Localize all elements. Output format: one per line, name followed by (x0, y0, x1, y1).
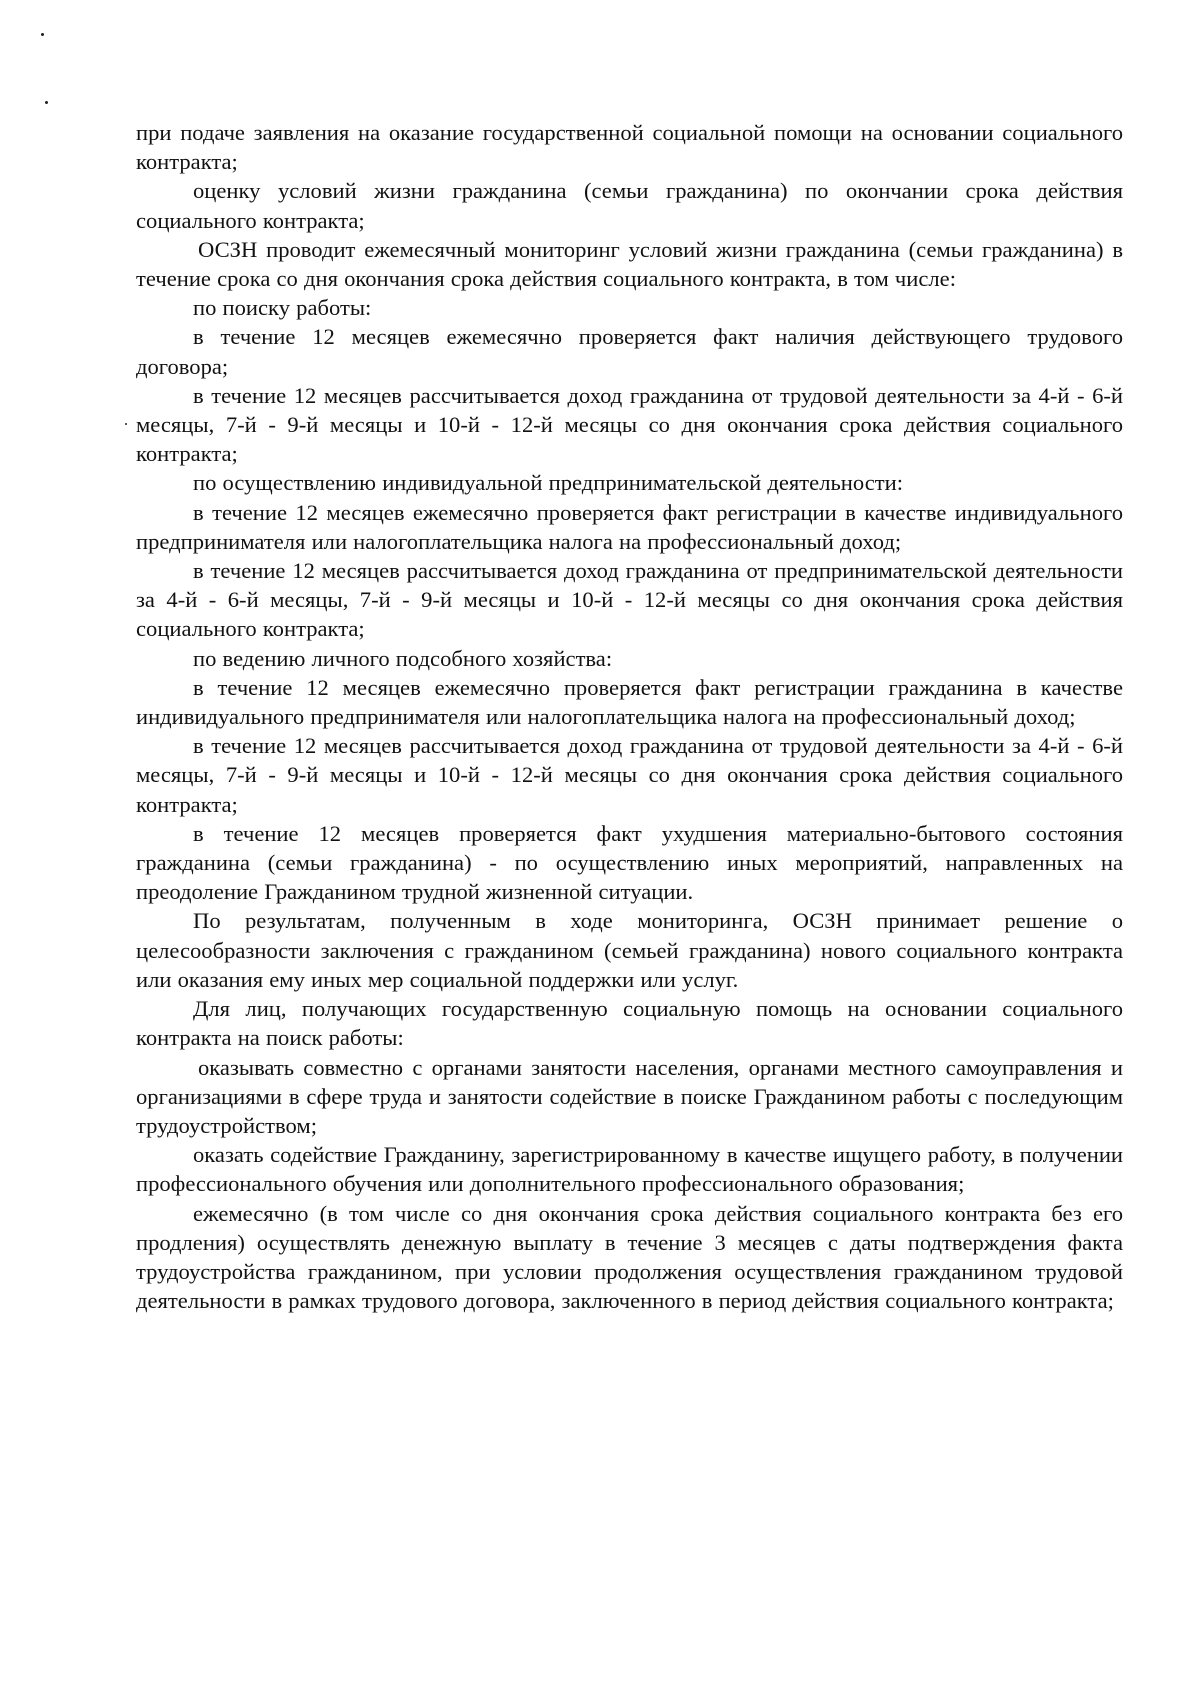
paragraph: по поиску работы: (193, 295, 372, 321)
paragraph: По результатам, полученным в ходе мониторинга, ОСЗН принимает решение о целесообразности заключения с гражданином (семьей гражданина) нового социального контракта или оказания ему иных мер социальной поддержки или услуг. (136, 908, 1123, 992)
paragraph: в течение 12 месяцев ежемесячно проверяется факт регистрации гражданина в качестве индивидуального предпринимателя или налогоплательщика налога на профессиональный доход; (136, 674, 1123, 730)
paragraph: в течение 12 месяцев проверяется факт ухудшения материально-бытового состояния гражданина (семьи гражданина) - по осуществлению иных мероприятий, направленных на преодоление Гражданином трудной жизненной ситуации. (136, 820, 1123, 905)
paragraph: по ведению личного подсобного хозяйства: (193, 645, 613, 671)
paragraph: в течение 12 месяцев рассчитывается доход гражданина от трудовой деятельности за 4-й - 6-й месяцы, 7-й - 9-й месяцы и 10-й - 12-й месяцы со дня окончания срока действия социального контракта; (136, 733, 1123, 817)
paragraph: оценку условий жизни гражданина (семьи гражданина) по окончании срока действия социального контракта; (136, 178, 1123, 233)
paragraph: в течение 12 месяцев ежемесячно проверяется факт регистрации в качестве индивидуального предпринимателя или налогоплательщика налога на профессиональный доход; (136, 499, 1123, 554)
paragraph: ОСЗН проводит ежемесячный мониторинг условий жизни гражданина (семьи гражданина) в течение срока со дня окончания срока действия социального контракта, в том числе: (136, 236, 1123, 292)
paragraph: в течение 12 месяцев ежемесячно проверяется факт наличия действующего трудового договора; (136, 324, 1123, 379)
scan-speck-mark (125, 423, 127, 425)
scan-speck-mark (41, 33, 44, 36)
paragraph: ежемесячно (в том числе со дня окончания срока действия социального контракта без его продления) осуществлять денежную выплату в течение 3 месяцев с даты подтверждения факта трудоустройства гражданином, при условии продолжения осуществления гражданином трудовой деятельности в рамках трудового договора, заключенного в период действия социального контракта; (136, 1200, 1123, 1314)
paragraph: в течение 12 месяцев рассчитывается доход гражданина от предпринимательской деятельности за 4-й - 6-й месяцы, 7-й - 9-й месяцы и 10-й - 12-й месяцы со дня окончания срока действия социального контракта; (136, 558, 1123, 642)
paragraph: Для лиц, получающих государственную социальную помощь на основании социального контракта на поиск работы: (136, 996, 1123, 1051)
paragraph: в течение 12 месяцев рассчитывается доход гражданина от трудовой деятельности за 4-й - 6-й месяцы, 7-й - 9-й месяцы и 10-й - 12-й месяцы со дня окончания срока действия социального контракта; (136, 382, 1123, 467)
document-body (136, 118, 1123, 1315)
paragraph: оказать содействие Гражданину, зарегистрированному в качестве ищущего работу, в получении профессионального обучения или дополнительного профессионального образования; (136, 1142, 1123, 1197)
paragraph: по осуществлению индивидуальной предпринимательской деятельности: (193, 470, 904, 496)
paragraph: при подаче заявления на оказание государственной социальной помощи на основании социального контракта; (136, 120, 1123, 175)
paragraph: оказывать совместно с органами занятости населения, органами местного самоуправления и организациями в сфере труда и занятости содействие в поиске Гражданином работы с последующим трудоустройством; (136, 1054, 1123, 1138)
scan-speck-mark (45, 101, 48, 104)
